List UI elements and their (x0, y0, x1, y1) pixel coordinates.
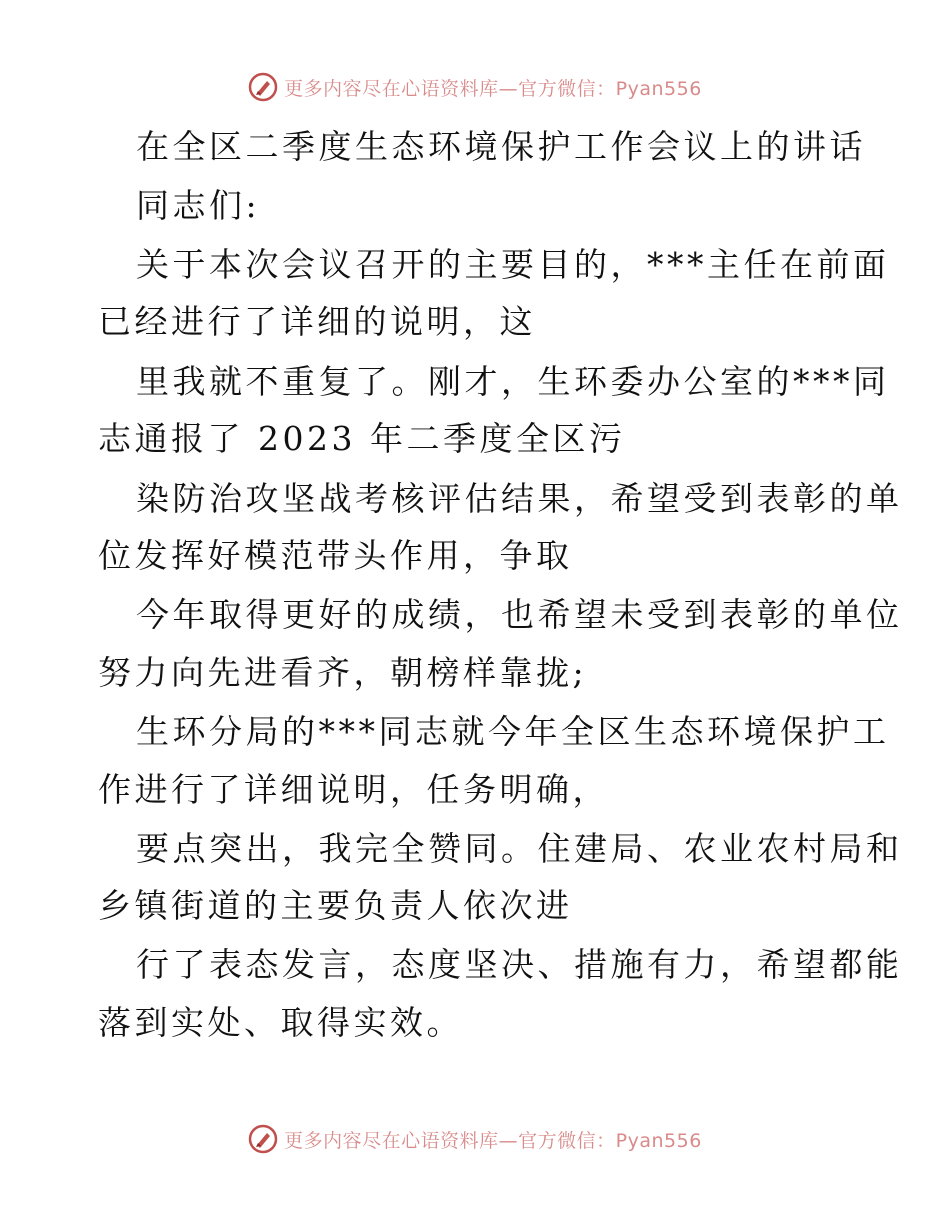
paragraph-line: 要点突出，我完全赞同。住建局、农业农村局和 (136, 829, 903, 868)
paragraph-line: 染防治攻坚战考核评估结果，希望受到表彰的单 (136, 479, 903, 518)
pen-logo-icon (248, 72, 278, 102)
paragraph-line: 已经进行了详细的说明，这 (98, 302, 536, 341)
header-watermark (0, 72, 950, 102)
paragraph-line: 位发挥好模范带头作用，争取 (98, 536, 573, 575)
paragraph-line: 今年取得更好的成绩，也希望未受到表彰的单位 (136, 595, 903, 634)
watermark-text: 更多内容尽在心语资料库—官方微信：Pyan556 (284, 1129, 702, 1152)
paragraph-line: 作进行了详细说明，任务明确， (98, 770, 609, 809)
paragraph-line: 乡镇街道的主要负责人依次进 (98, 886, 573, 925)
footer-watermark (0, 1124, 950, 1154)
paragraph-line: 志通报了 2023 年二季度全区污 (98, 419, 626, 458)
pen-logo-icon (248, 1124, 278, 1154)
salutation: 同志们: (136, 186, 261, 225)
paragraph-line: 关于本次会议召开的主要目的，***主任在前面 (136, 245, 890, 284)
paragraph-line: 里我就不重复了。刚才，生环委办公室的***同 (136, 362, 890, 401)
paragraph-line: 行了表态发言，态度坚决、措施有力，希望都能 (136, 945, 903, 984)
paragraph-line: 生环分局的***同志就今年全区生态环境保护工 (136, 712, 890, 751)
paragraph-line: 努力向先进看齐，朝榜样靠拢; (98, 653, 588, 692)
paragraph-line: 落到实处、取得实效。 (98, 1003, 463, 1042)
watermark-text: 更多内容尽在心语资料库—官方微信：Pyan556 (284, 77, 702, 100)
document-title: 在全区二季度生态环境保护工作会议上的讲话 (136, 127, 866, 166)
